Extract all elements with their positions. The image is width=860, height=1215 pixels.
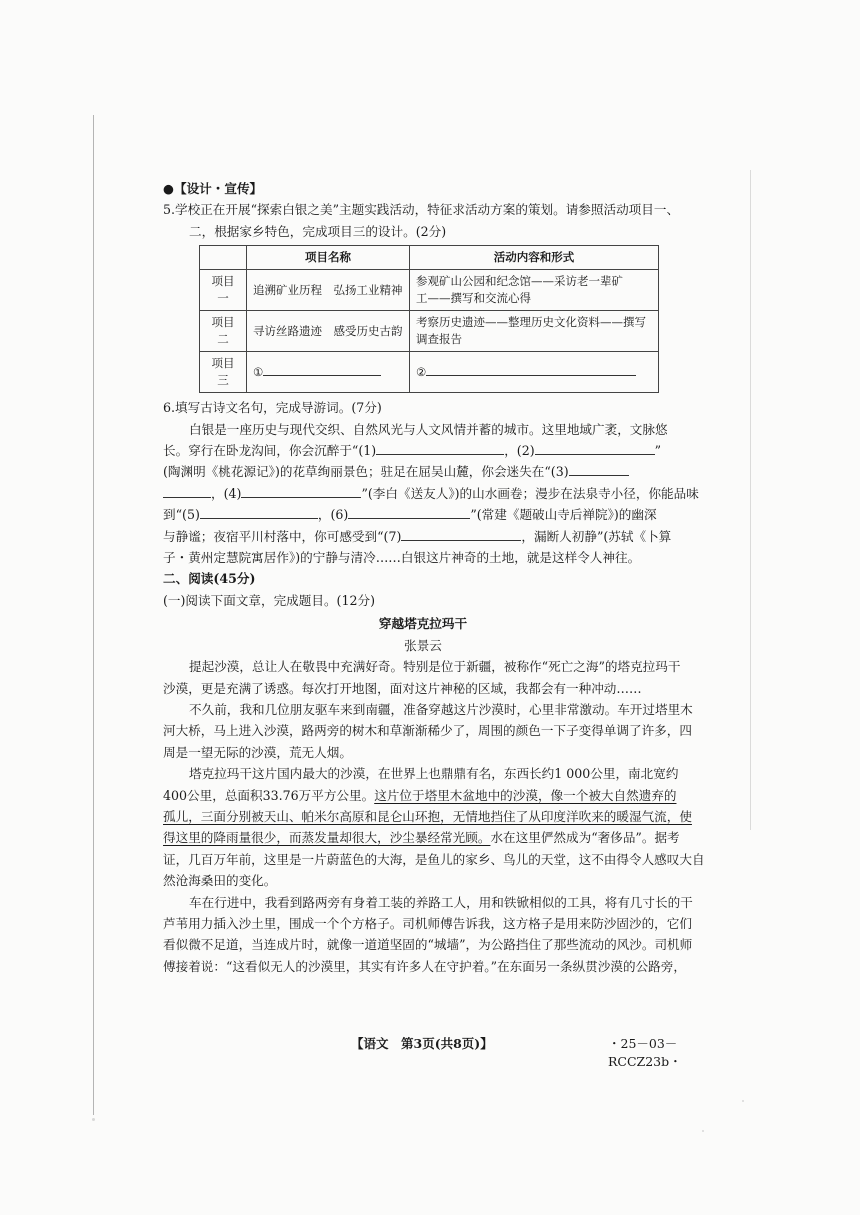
- table-header-blank: [200, 246, 247, 270]
- article-line: 提起沙漠，总让人在敬畏中充满好奇。特别是位于新疆，被称作“死亡之海”的塔克拉玛干: [189, 659, 681, 675]
- article-author: 张景云: [404, 637, 442, 653]
- q6-text: ”(李白《送友人》)的山水画卷；漫步在法泉寺小径，你能品味: [361, 485, 699, 501]
- fill-blank-3-cont[interactable]: [163, 483, 211, 498]
- article-line: 周是一望无际的沙漠，荒无人烟。: [163, 744, 352, 760]
- q6-text: ”(常建《题破山寺后禅院》)的幽深: [470, 507, 657, 523]
- content-line: 工——撰写和交流心得: [416, 291, 531, 306]
- project-content: [410, 270, 659, 311]
- answer-field-2[interactable]: [410, 352, 659, 393]
- q6-text: (陶渊明《桃花源记》)的花草绚丽景色；驻足在屈吴山麓，你会迷失在“(3): [163, 464, 569, 480]
- q6-text: 长。穿行在卧龙沟间，你会沉醉于“(1): [163, 443, 377, 459]
- q6-text-line: [163, 461, 683, 482]
- section-heading-design: ●【设计・宣传】: [163, 181, 263, 196]
- underlined-sentence: 这片位于塔里木盆地中的沙漠，像一个被大自然遗弃的: [374, 787, 677, 803]
- q6-text: ，(6): [317, 507, 349, 523]
- question-5-line-1: 5.学校正在开展“探索白银之美”主题实践活动，特征求活动方案的策划。请参照活动项目一、: [163, 202, 680, 218]
- underlined-sentence: 孤儿，三面分别被天山、帕米尔高原和昆仑山环抱，无情地挡住了从印度洋吹来的暖湿气流，使: [163, 808, 692, 824]
- scan-margin-line: [93, 115, 94, 1115]
- article-line: 然沧海桑田的变化。: [163, 873, 277, 889]
- content-line: 参观矿山公园和纪念馆——采访老一辈矿: [416, 274, 623, 289]
- q6-text: ，(2): [504, 443, 535, 459]
- article-text: 400公里，总面积33.76万平方公里。: [163, 787, 375, 803]
- q6-text: ”: [654, 443, 662, 459]
- q6-text-line: [163, 483, 699, 504]
- question-6-title: 6.填写古诗文名句，完成导游词。(7分): [163, 400, 382, 416]
- table-row: [200, 311, 659, 352]
- content-line: 调查报告: [416, 332, 462, 347]
- q6-text-line: 子・黄州定慧院寓居作》)的宁静与清冷……白银这片神奇的土地，就是这样令人神往。: [163, 550, 641, 566]
- article-line: 塔克拉玛干这片国内最大的沙漠，在世界上也鼎鼎有名，东西长约1 000公里，南北宽约: [189, 766, 679, 782]
- fill-blank-2[interactable]: [535, 440, 655, 455]
- scan-speck: [742, 1100, 744, 1102]
- scan-margin-line-right: [750, 170, 751, 830]
- q6-text-line: 白银是一座历史与现代交织、自然风光与人文风情并蓄的城市。这里地域广袤，文脉悠: [189, 421, 668, 437]
- article-line: 不久前，我和几位朋友驱车来到南疆，准备穿越这片沙漠时，心里非常激动。车开过塔里木: [189, 701, 693, 717]
- fill-blank-1[interactable]: [376, 440, 504, 455]
- article-line: [163, 827, 683, 848]
- article-line: 证，几百万年前，这里是一片蔚蓝色的大海，是鱼儿的家乡、鸟儿的天堂，这不由得令人感叹大自: [163, 851, 705, 867]
- fill-blank-6[interactable]: [348, 504, 470, 519]
- row-label: 项目二: [200, 311, 247, 352]
- article-line: 车在行进中，我看到路两旁有身着工装的养路工人，用和铁锨相似的工具，将有几寸长的干: [189, 894, 693, 910]
- underlined-sentence: 得这里的降雨量很少，而蒸发量却很大，沙尘暴经常光顾。: [163, 830, 491, 846]
- page-number: 【语文 第3页(共8页)】: [351, 1036, 493, 1051]
- scan-speck: [92, 1118, 95, 1121]
- q6-text-line: [163, 440, 683, 461]
- table-header-name: 项目名称: [247, 246, 410, 270]
- project-table: [199, 245, 659, 393]
- fill-blank-7[interactable]: [401, 526, 521, 541]
- answer-marker-2: ②: [416, 365, 427, 380]
- exam-code: ・25－03－RCCZ23b・: [608, 1036, 682, 1069]
- project-name: 追溯矿业历程 弘扬工业精神: [247, 270, 410, 311]
- article-line: [163, 785, 683, 806]
- page-content: [163, 178, 705, 977]
- reading-subheading: (一)阅读下面文章，完成题目。(12分): [163, 592, 375, 608]
- q6-text-line: [163, 504, 683, 525]
- article-line: 芦苇用力插入沙土里，围成一个个方格子。司机师傅告诉我，这方格子是用来防沙固沙的，它们: [163, 915, 692, 931]
- q6-text: 与静谧；夜宿平川村落中，你可感受到“(7): [163, 528, 402, 544]
- fill-blank-5[interactable]: [200, 504, 318, 519]
- fill-blank-4[interactable]: [241, 483, 361, 498]
- scan-speck: [702, 1130, 704, 1132]
- row-label: 项目一: [200, 270, 247, 311]
- project-name: 寻访丝路遗迹 感受历史古韵: [247, 311, 410, 352]
- q6-text-line: [163, 526, 683, 547]
- answer-blank[interactable]: [263, 363, 381, 376]
- table-header-row: [200, 246, 659, 270]
- question-5-line-2: 二，根据家乡特色，完成项目三的设计。(2分): [189, 223, 447, 239]
- table-row: [200, 352, 659, 393]
- project-content: [410, 311, 659, 352]
- q6-text: 到“(5): [163, 507, 200, 523]
- q6-text: ，漏断人初静”(苏轼《卜算: [521, 528, 672, 544]
- content-line: 考察历史遗迹——整理历史文化资料——撰写: [416, 315, 646, 330]
- table-header-content: 活动内容和形式: [410, 246, 659, 270]
- answer-marker-1: ①: [253, 365, 264, 380]
- article-title: 穿越塔克拉玛干: [378, 616, 468, 632]
- article-line: 河大桥，马上进入沙漠，路两旁的树木和草渐渐稀少了，周围的颜色一下子变得单调了许多，四: [163, 723, 692, 739]
- row-label: 项目三: [200, 352, 247, 393]
- article-line: 沙漠，更是充满了诱惑。每次打开地图，面对这片神秘的区域，我都会有一种冲动……: [163, 680, 642, 696]
- fill-blank-3[interactable]: [569, 461, 629, 476]
- article-text: 水在这里俨然成为“奢侈品”。据考: [490, 830, 680, 846]
- table-row: [200, 270, 659, 311]
- section-heading-reading: 二、阅读(45分): [163, 571, 256, 587]
- answer-field-1[interactable]: [247, 352, 410, 393]
- article-line: 傅接着说：“这看似无人的沙漠里，其实有许多人在守护着。”在东面另一条纵贯沙漠的公路旁，: [163, 958, 686, 974]
- q6-text: ，(4): [211, 485, 242, 501]
- answer-blank[interactable]: [426, 363, 636, 376]
- article-line: 看似微不足道，当连成片时，就像一道道坚固的“城墙”，为公路挡住了那些流动的风沙。司机师: [163, 937, 693, 953]
